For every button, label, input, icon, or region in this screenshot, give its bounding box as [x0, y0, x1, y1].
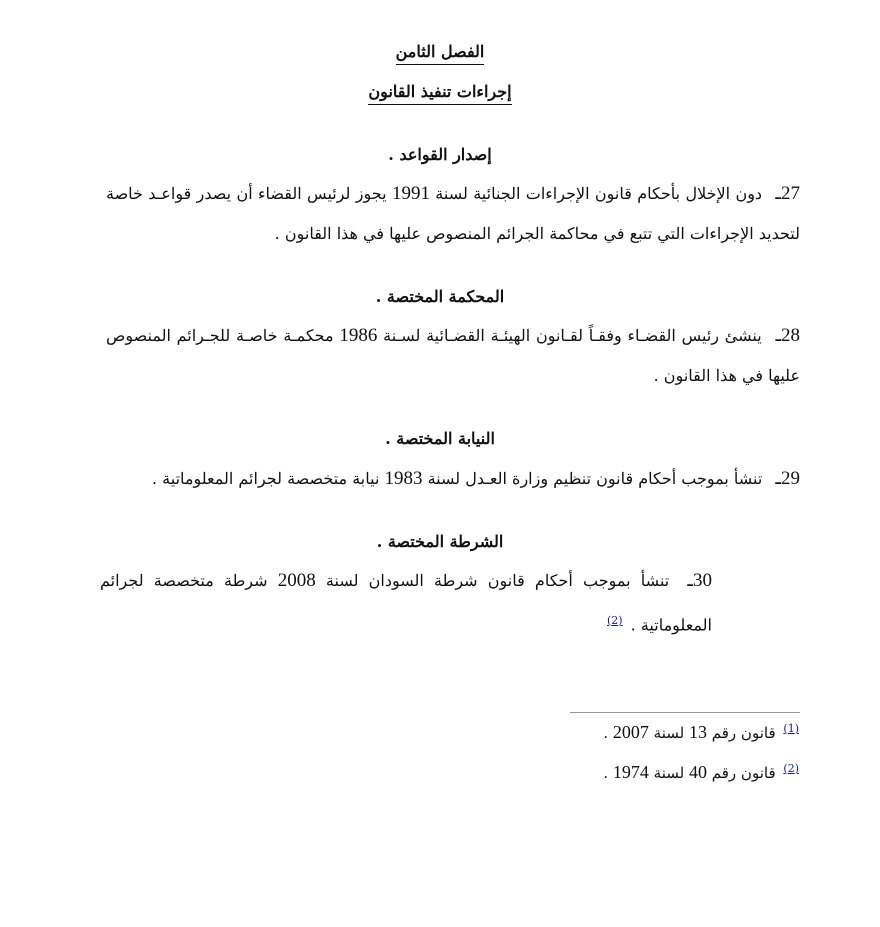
- section-heading: النيابة المختصة .: [385, 429, 495, 448]
- article-number: 27: [780, 183, 800, 204]
- footnote-separator: [570, 712, 800, 713]
- section-heading: المحكمة المختصة .: [375, 287, 505, 306]
- article-number: 29: [781, 468, 800, 489]
- article-29: 29ـ تنشأ بموجب أحكام قانون تنظيم وزارة العـدل لسنة 1983 نيابة متخصصة لجرائم المعلوماتية .: [151, 468, 800, 489]
- footnote-2: $^{(2)}$ قانون رقم 40 لسنة 1974 .: [603, 762, 799, 782]
- article-year: 1991: [391, 183, 430, 204]
- section-heading: إصدار القواعد .: [388, 145, 492, 164]
- article-year: 1983: [384, 468, 423, 489]
- chapter-subtitle: إجراءات تنفيذ القانون: [0, 82, 880, 101]
- footnote-1: $^{(1)}$ قانون رقم 13 لسنة 2007 .: [603, 722, 799, 742]
- article-year: 2008: [277, 570, 316, 591]
- section-heading: الشرطة المختصة .: [376, 532, 504, 551]
- article-year: 1986: [339, 325, 378, 346]
- article-28: 28ـ ينشئ رئيس القضـاء وفقـاً لقـانون الهيئـة القضـائية لسـنة 1986 محكمـة خاصـة للجـرائم المنصوص عليها في هذا القانون .: [106, 325, 801, 385]
- chapter-title: الفصل الثامن: [0, 42, 880, 61]
- article-number: 30: [693, 570, 712, 591]
- footnote-ref-link[interactable]: (2): [783, 762, 799, 775]
- footnote-ref-link[interactable]: (1): [783, 722, 799, 735]
- article-27: 27ـ دون الإخلال بأحكام قانون الإجراءات الجنائية لسنة 1991 يجوز لرئيس القضاء أن يصدر قواعـد خاصة لتحديد الإجراءات التي تتبع في محاكمة الجرائم المنصوص عليها في هذا القانون .: [106, 183, 800, 243]
- footnote-reference-link[interactable]: (2): [606, 614, 623, 627]
- article-number: 28: [781, 325, 801, 346]
- article-30: 30ـ تنشأ بموجب أحكام قانون شرطة السودان لسنة 2008 شرطة متخصصة لجرائم المعلوماتية . $^{(2)}$: [100, 570, 712, 635]
